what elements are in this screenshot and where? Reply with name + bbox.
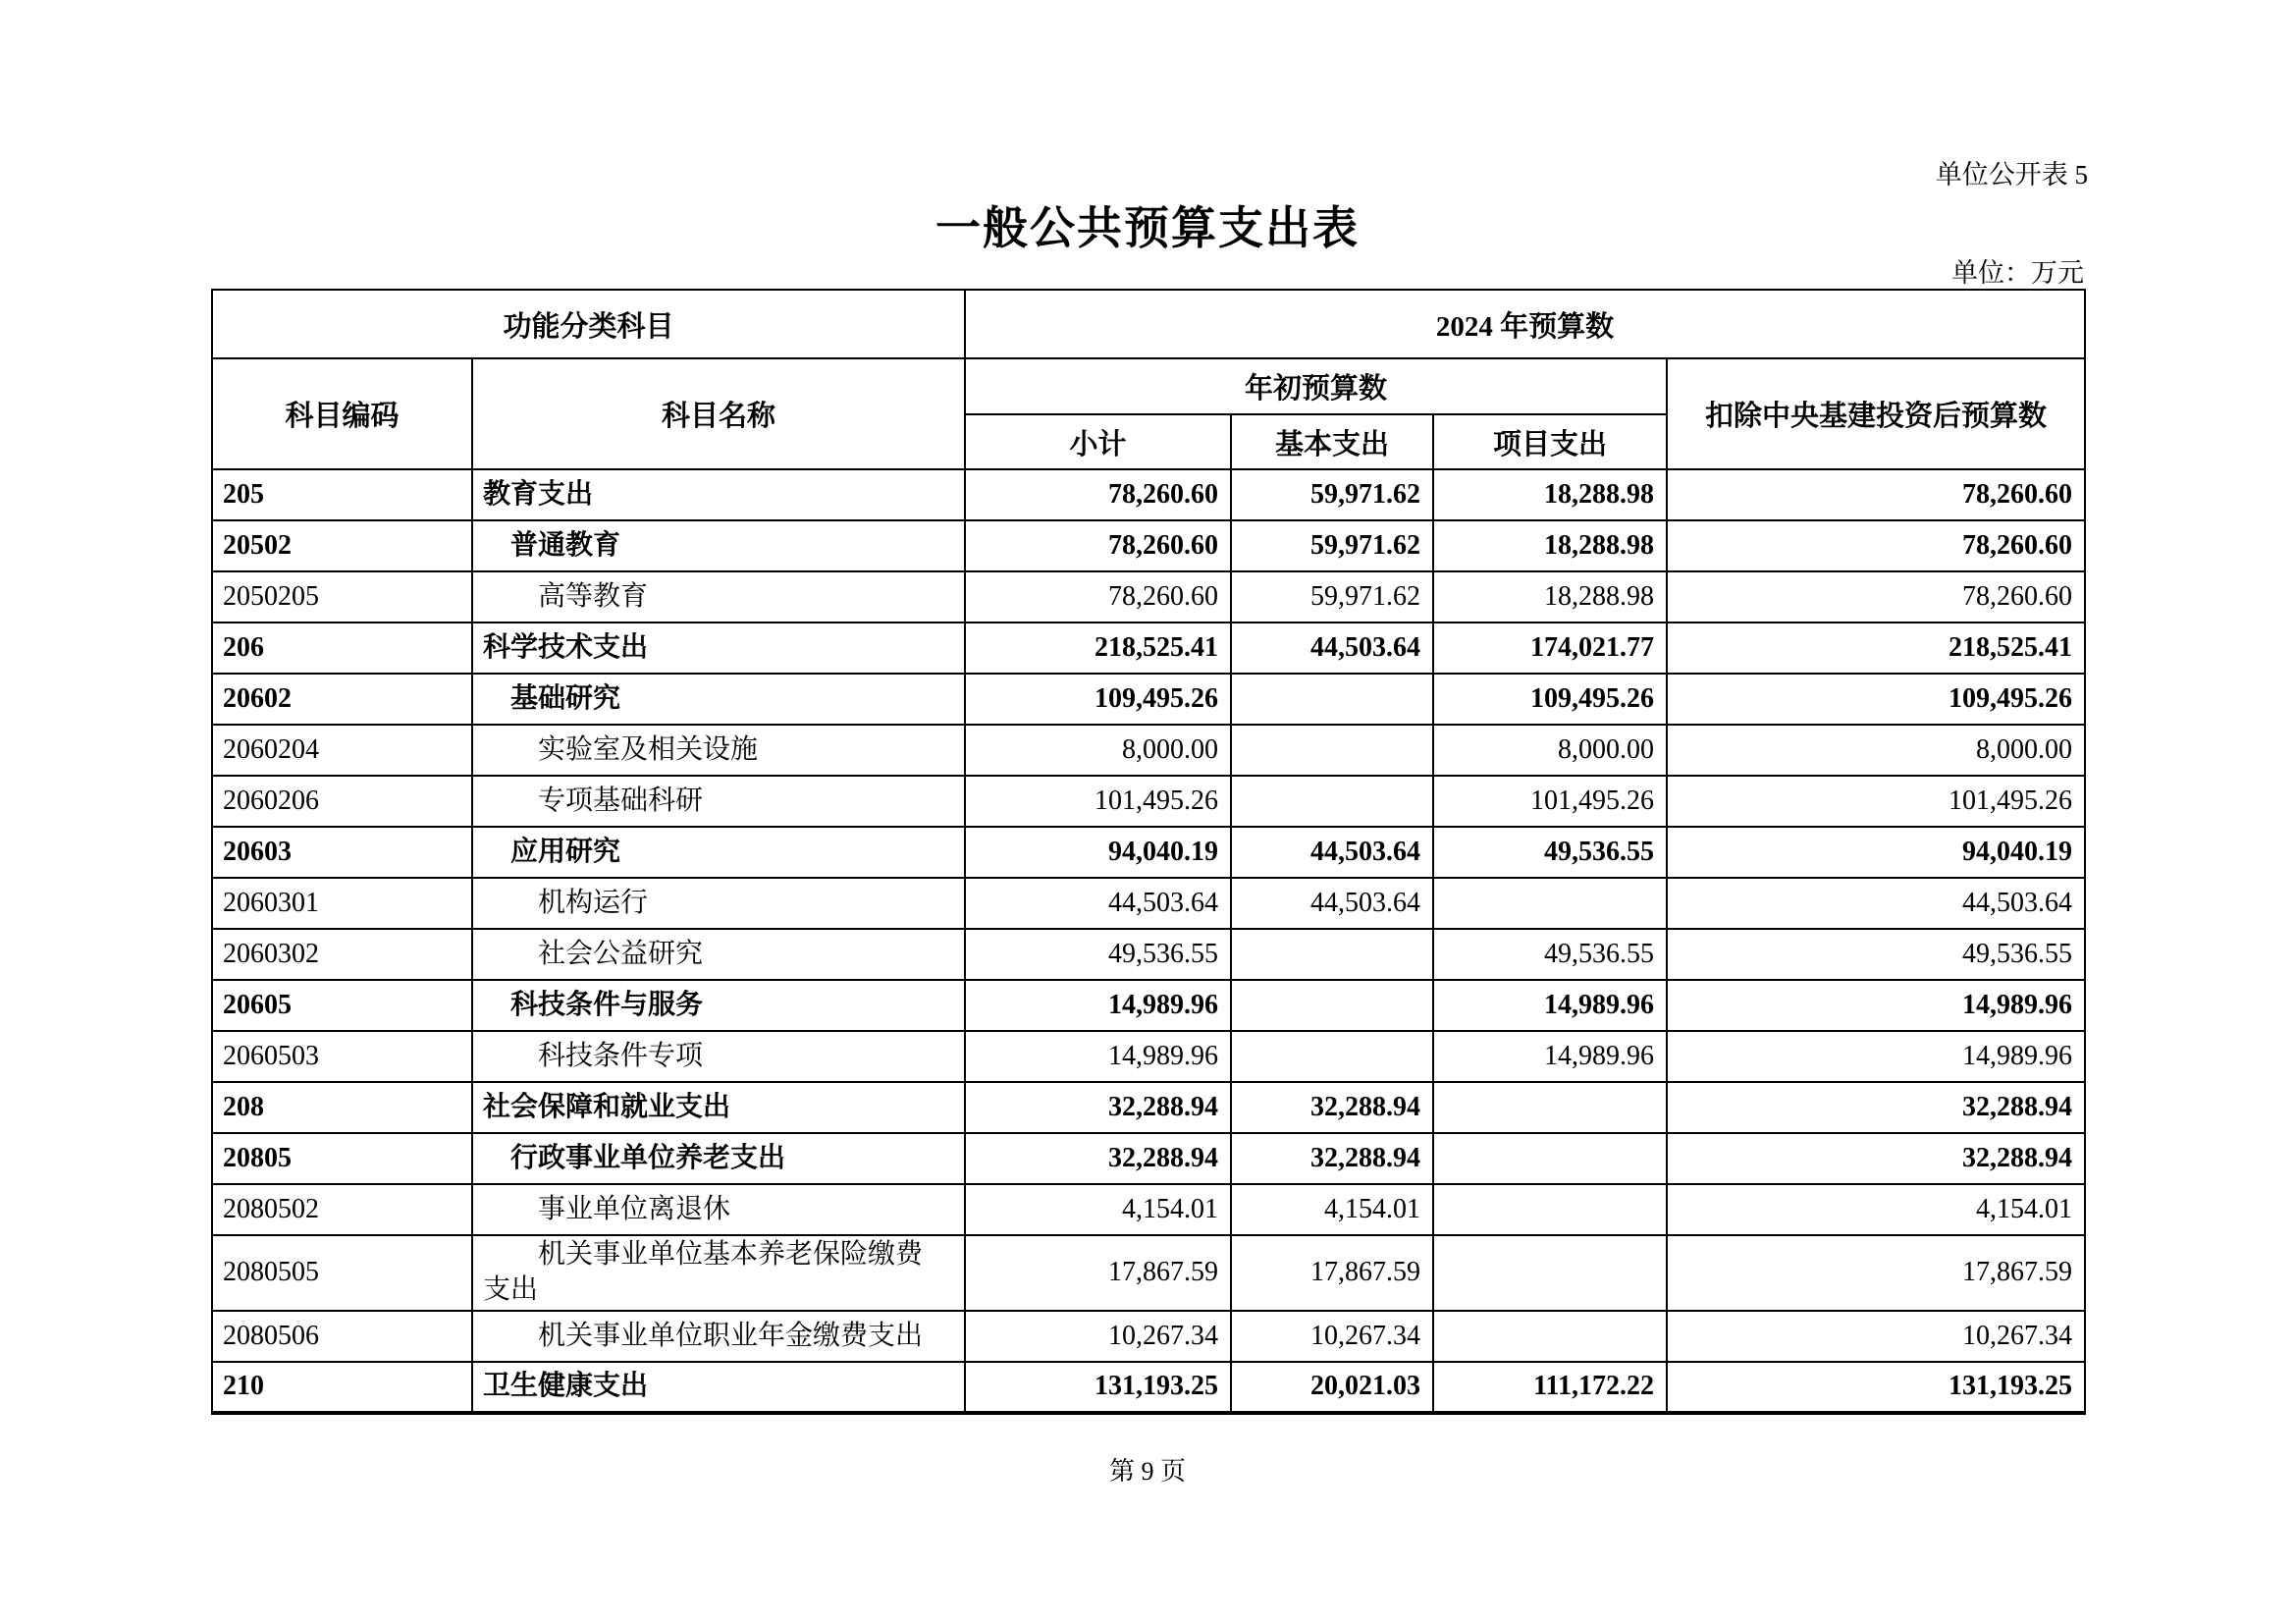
table-row (212, 1235, 2085, 1311)
cell-subject-code: 208 (212, 1082, 472, 1133)
cell-basic-expenditure (1231, 1031, 1433, 1082)
cell-after-deduction: 32,288.94 (1667, 1133, 2085, 1184)
cell-basic-expenditure: 4,154.01 (1231, 1184, 1433, 1235)
cell-subject-name: 教育支出 (472, 469, 965, 520)
cell-subtotal: 49,536.55 (965, 929, 1231, 980)
cell-project-expenditure: 14,989.96 (1433, 980, 1667, 1031)
cell-subtotal: 218,525.41 (965, 623, 1231, 674)
cell-after-deduction: 17,867.59 (1667, 1235, 2085, 1311)
cell-subject-name: 机关事业单位职业年金缴费支出 (472, 1311, 965, 1362)
cell-project-expenditure: 18,288.98 (1433, 520, 1667, 571)
cell-after-deduction: 131,193.25 (1667, 1362, 2085, 1413)
cell-subtotal: 44,503.64 (965, 878, 1231, 929)
cell-subtotal: 8,000.00 (965, 725, 1231, 776)
cell-basic-expenditure: 17,867.59 (1231, 1235, 1433, 1311)
cell-after-deduction: 49,536.55 (1667, 929, 2085, 980)
cell-after-deduction: 109,495.26 (1667, 674, 2085, 725)
cell-project-expenditure: 49,536.55 (1433, 827, 1667, 878)
cell-subtotal: 10,267.34 (965, 1311, 1231, 1362)
header-subject-code: 科目编码 (212, 358, 472, 469)
cell-subject-name: 科技条件专项 (472, 1031, 965, 1082)
cell-project-expenditure (1433, 1184, 1667, 1235)
table-body (212, 469, 2085, 1413)
cell-basic-expenditure: 59,971.62 (1231, 571, 1433, 623)
cell-project-expenditure: 18,288.98 (1433, 571, 1667, 623)
cell-after-deduction: 14,989.96 (1667, 1031, 2085, 1082)
cell-subject-code: 2060206 (212, 776, 472, 827)
cell-subject-name: 卫生健康支出 (472, 1362, 965, 1413)
cell-subject-code: 2050205 (212, 571, 472, 623)
cell-project-expenditure: 8,000.00 (1433, 725, 1667, 776)
cell-subject-name: 科学技术支出 (472, 623, 965, 674)
cell-basic-expenditure: 44,503.64 (1231, 878, 1433, 929)
cell-subject-code: 20805 (212, 1133, 472, 1184)
cell-project-expenditure: 18,288.98 (1433, 469, 1667, 520)
table-row (212, 1082, 2085, 1133)
header-initial-budget: 年初预算数 (965, 358, 1667, 414)
cell-project-expenditure: 14,989.96 (1433, 1031, 1667, 1082)
cell-subject-name: 机关事业单位基本养老保险缴费支出 (472, 1235, 965, 1311)
cell-project-expenditure (1433, 1082, 1667, 1133)
cell-project-expenditure (1433, 1133, 1667, 1184)
cell-basic-expenditure (1231, 776, 1433, 827)
cell-subject-name: 行政事业单位养老支出 (472, 1133, 965, 1184)
cell-subtotal: 109,495.26 (965, 674, 1231, 725)
cell-subject-name: 普通教育 (472, 520, 965, 571)
table-header (212, 290, 2085, 469)
table-row (212, 725, 2085, 776)
cell-project-expenditure (1433, 1235, 1667, 1311)
sheet-label: 单位公开表 5 (1935, 160, 2088, 189)
header-budget-2024: 2024 年预算数 (965, 290, 2085, 358)
cell-basic-expenditure (1231, 725, 1433, 776)
header-subject-name: 科目名称 (472, 358, 965, 469)
cell-subtotal: 4,154.01 (965, 1184, 1231, 1235)
budget-table (211, 289, 2086, 1415)
table-row (212, 878, 2085, 929)
cell-subject-code: 20605 (212, 980, 472, 1031)
table-row (212, 1311, 2085, 1362)
cell-after-deduction: 78,260.60 (1667, 520, 2085, 571)
cell-subject-code: 2060503 (212, 1031, 472, 1082)
table-row (212, 1184, 2085, 1235)
cell-subject-name: 实验室及相关设施 (472, 725, 965, 776)
cell-after-deduction: 14,989.96 (1667, 980, 2085, 1031)
cell-project-expenditure: 111,172.22 (1433, 1362, 1667, 1413)
cell-project-expenditure: 101,495.26 (1433, 776, 1667, 827)
page-number: 第 9 页 (1108, 1457, 1186, 1486)
cell-after-deduction: 78,260.60 (1667, 571, 2085, 623)
cell-project-expenditure: 174,021.77 (1433, 623, 1667, 674)
table-row (212, 980, 2085, 1031)
cell-project-expenditure: 109,495.26 (1433, 674, 1667, 725)
cell-subject-code: 20602 (212, 674, 472, 725)
cell-subject-name: 高等教育 (472, 571, 965, 623)
header-project-expenditure: 项目支出 (1433, 414, 1667, 469)
cell-basic-expenditure: 10,267.34 (1231, 1311, 1433, 1362)
header-basic-expenditure: 基本支出 (1231, 414, 1433, 469)
cell-basic-expenditure (1231, 674, 1433, 725)
cell-subject-name: 科技条件与服务 (472, 980, 965, 1031)
cell-after-deduction: 101,495.26 (1667, 776, 2085, 827)
cell-subtotal: 32,288.94 (965, 1082, 1231, 1133)
cell-after-deduction: 78,260.60 (1667, 469, 2085, 520)
table-row (212, 827, 2085, 878)
cell-basic-expenditure (1231, 980, 1433, 1031)
cell-subject-code: 2060302 (212, 929, 472, 980)
cell-subtotal: 17,867.59 (965, 1235, 1231, 1311)
cell-subtotal: 78,260.60 (965, 469, 1231, 520)
table-row (212, 1362, 2085, 1413)
cell-subject-code: 2080505 (212, 1235, 472, 1311)
cell-subject-code: 2060204 (212, 725, 472, 776)
cell-subject-code: 2060301 (212, 878, 472, 929)
cell-subject-code: 206 (212, 623, 472, 674)
cell-subject-name: 专项基础科研 (472, 776, 965, 827)
cell-after-deduction: 44,503.64 (1667, 878, 2085, 929)
page-title: 一般公共预算支出表 (935, 203, 1360, 253)
cell-project-expenditure (1433, 1311, 1667, 1362)
cell-basic-expenditure: 44,503.64 (1231, 623, 1433, 674)
cell-basic-expenditure: 44,503.64 (1231, 827, 1433, 878)
cell-basic-expenditure: 32,288.94 (1231, 1082, 1433, 1133)
table-row (212, 520, 2085, 571)
cell-subject-code: 20502 (212, 520, 472, 571)
table-row (212, 1031, 2085, 1082)
cell-basic-expenditure (1231, 929, 1433, 980)
cell-subtotal: 14,989.96 (965, 980, 1231, 1031)
header-after-deduction: 扣除中央基建投资后预算数 (1667, 358, 2085, 469)
cell-subject-name: 事业单位离退休 (472, 1184, 965, 1235)
cell-subtotal: 78,260.60 (965, 520, 1231, 571)
table-row (212, 1133, 2085, 1184)
cell-subject-name: 机构运行 (472, 878, 965, 929)
cell-basic-expenditure: 20,021.03 (1231, 1362, 1433, 1413)
cell-subtotal: 32,288.94 (965, 1133, 1231, 1184)
cell-subtotal: 78,260.60 (965, 571, 1231, 623)
cell-subject-code: 2080506 (212, 1311, 472, 1362)
cell-subject-code: 210 (212, 1362, 472, 1413)
cell-after-deduction: 32,288.94 (1667, 1082, 2085, 1133)
cell-basic-expenditure: 59,971.62 (1231, 520, 1433, 571)
table-row (212, 571, 2085, 623)
cell-project-expenditure: 49,536.55 (1433, 929, 1667, 980)
cell-basic-expenditure: 59,971.62 (1231, 469, 1433, 520)
cell-after-deduction: 4,154.01 (1667, 1184, 2085, 1235)
cell-subtotal: 94,040.19 (965, 827, 1231, 878)
cell-subject-name: 社会公益研究 (472, 929, 965, 980)
cell-basic-expenditure: 32,288.94 (1231, 1133, 1433, 1184)
cell-subject-name: 社会保障和就业支出 (472, 1082, 965, 1133)
cell-subtotal: 14,989.96 (965, 1031, 1231, 1082)
header-functional-subject: 功能分类科目 (212, 290, 965, 358)
cell-subject-name: 基础研究 (472, 674, 965, 725)
cell-subject-code: 20603 (212, 827, 472, 878)
header-row-2 (212, 358, 2085, 414)
table-row (212, 674, 2085, 725)
cell-subject-code: 2080502 (212, 1184, 472, 1235)
cell-after-deduction: 218,525.41 (1667, 623, 2085, 674)
cell-after-deduction: 8,000.00 (1667, 725, 2085, 776)
cell-after-deduction: 10,267.34 (1667, 1311, 2085, 1362)
header-subtotal: 小计 (965, 414, 1231, 469)
cell-subtotal: 101,495.26 (965, 776, 1231, 827)
header-row-1 (212, 290, 2085, 358)
cell-subtotal: 131,193.25 (965, 1362, 1231, 1413)
table-row (212, 469, 2085, 520)
unit-label: 单位：万元 (1951, 258, 2084, 288)
table-row (212, 929, 2085, 980)
cell-subject-name: 应用研究 (472, 827, 965, 878)
cell-after-deduction: 94,040.19 (1667, 827, 2085, 878)
cell-project-expenditure (1433, 878, 1667, 929)
table-row (212, 623, 2085, 674)
cell-subject-code: 205 (212, 469, 472, 520)
table-row (212, 776, 2085, 827)
